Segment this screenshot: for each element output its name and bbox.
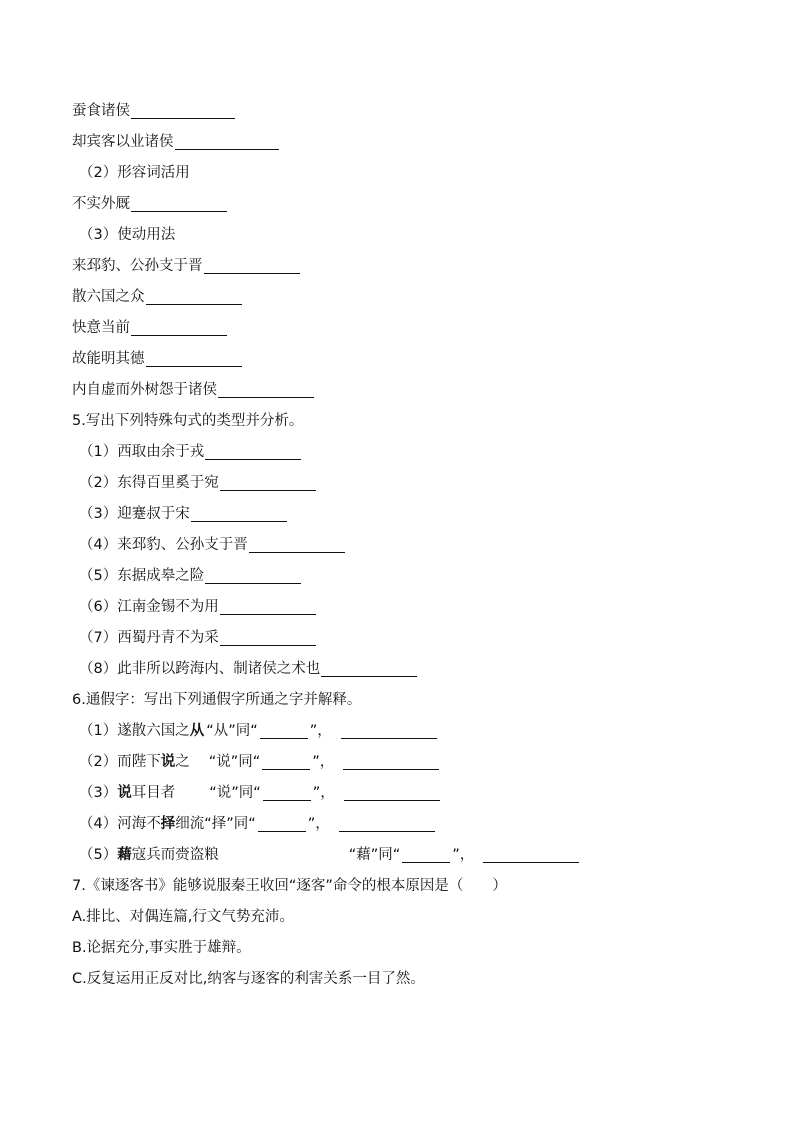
key-char: 说 xyxy=(160,754,176,770)
answer-blank[interactable] xyxy=(191,507,287,522)
item-line xyxy=(72,96,732,127)
item-text: （5）东据成皋之险 xyxy=(79,568,205,584)
question-title xyxy=(72,406,732,437)
item-line xyxy=(72,592,732,623)
answer-blank[interactable] xyxy=(220,631,316,646)
answer-blank[interactable] xyxy=(258,817,306,832)
question-6-title: 6.通假字：写出下列通假字所通之字并解释。 xyxy=(72,692,362,708)
item-text: 遂散六国之 xyxy=(117,723,190,739)
quote-text: “藉”同“ xyxy=(348,847,401,863)
item-text: （7）西蜀丹青不为采 xyxy=(79,630,219,646)
item-line xyxy=(72,623,732,654)
item-line xyxy=(72,189,732,220)
item-text: （2）东得百里奚于宛 xyxy=(79,475,219,491)
answer-blank[interactable] xyxy=(218,383,314,398)
item-text: 寇兵而赍盗粮 xyxy=(131,847,219,863)
item-text: 散六国之众 xyxy=(72,289,145,305)
section-heading xyxy=(72,220,732,251)
quote-text: “择”同“ xyxy=(204,816,256,832)
option-b[interactable]: B.论据充分,事实胜于雄辩。 xyxy=(72,940,251,956)
answer-blank[interactable] xyxy=(260,724,308,739)
item-text: （8）此非所以跨海内、制诸侯之术也 xyxy=(79,661,321,677)
item-text: 内自虚而外树怨于诸侯 xyxy=(72,382,217,398)
item-line xyxy=(72,778,732,809)
item-line xyxy=(72,375,732,406)
item-text: 来邳豹、公孙支于晋 xyxy=(72,258,203,274)
answer-blank[interactable] xyxy=(483,848,579,863)
item-line xyxy=(72,468,732,499)
item-num: （4） xyxy=(79,816,118,832)
key-char: 择 xyxy=(160,816,176,832)
answer-blank[interactable] xyxy=(205,445,301,460)
item-text: 耳目者 xyxy=(131,785,176,801)
answer-blank[interactable] xyxy=(131,104,235,119)
answer-blank[interactable] xyxy=(220,600,316,615)
item-num: （5） xyxy=(79,847,118,863)
answer-blank[interactable] xyxy=(249,538,345,553)
answer-blank[interactable] xyxy=(343,755,439,770)
answer-blank[interactable] xyxy=(220,476,316,491)
item-line xyxy=(72,654,732,685)
item-num: （3） xyxy=(79,785,118,801)
section-heading xyxy=(72,158,732,189)
question-7-title: 7.《谏逐客书》能够说服秦王收回“逐客”命令的根本原因是（ ） xyxy=(72,878,507,894)
item-text: 故能明其德 xyxy=(72,351,145,367)
answer-blank[interactable] xyxy=(321,662,417,677)
answer-blank[interactable] xyxy=(341,724,437,739)
key-char: 从 xyxy=(189,723,205,739)
item-line xyxy=(72,747,732,778)
item-line xyxy=(72,561,732,592)
option-line[interactable] xyxy=(72,964,732,995)
item-line xyxy=(72,809,732,840)
item-line xyxy=(72,127,732,158)
key-char: 说 xyxy=(117,785,132,801)
item-line xyxy=(72,313,732,344)
quote-end: ”， xyxy=(312,754,335,770)
quote-text: “说”同“ xyxy=(209,785,261,801)
item-num: （1） xyxy=(79,723,118,739)
quote-end: ”， xyxy=(307,816,330,832)
item-text: 细流 xyxy=(175,816,205,832)
section-heading-text: （2）形容词活用 xyxy=(79,165,190,181)
item-text: （1）西取由余于戎 xyxy=(79,444,205,460)
item-text: （6）江南金锡不为用 xyxy=(79,599,219,615)
item-text: 而陛下 xyxy=(117,754,161,770)
item-text: 河海不 xyxy=(117,816,161,832)
answer-blank[interactable] xyxy=(263,786,311,801)
answer-blank[interactable] xyxy=(146,290,242,305)
answer-blank[interactable] xyxy=(262,755,310,770)
item-line xyxy=(72,251,732,282)
option-a[interactable]: A.排比、对偶连篇,行文气势充沛。 xyxy=(72,909,294,925)
question-title xyxy=(72,685,732,716)
worksheet-page xyxy=(72,96,732,995)
answer-blank[interactable] xyxy=(131,197,227,212)
item-line xyxy=(72,530,732,561)
quote-text: “从”同“ xyxy=(206,723,258,739)
answer-blank[interactable] xyxy=(146,352,242,367)
option-line[interactable] xyxy=(72,902,732,933)
option-line[interactable] xyxy=(72,933,732,964)
question-5-title: 5.写出下列特殊句式的类型并分析。 xyxy=(72,413,304,429)
item-text: 却宾客以业诸侯 xyxy=(72,134,174,150)
item-line xyxy=(72,282,732,313)
item-line xyxy=(72,499,732,530)
option-c[interactable]: C.反复运用正反对比,纳客与逐客的利害关系一目了然。 xyxy=(72,971,425,987)
item-line xyxy=(72,344,732,375)
quote-end: ”， xyxy=(312,785,335,801)
answer-blank[interactable] xyxy=(402,848,450,863)
answer-blank[interactable] xyxy=(131,321,227,336)
question-title xyxy=(72,871,732,902)
item-text: （4）来邳豹、公孙支于晋 xyxy=(79,537,248,553)
answer-blank[interactable] xyxy=(205,569,301,584)
key-char: 藉 xyxy=(117,847,132,863)
quote-end: ”， xyxy=(452,847,475,863)
item-line xyxy=(72,437,732,468)
item-line xyxy=(72,840,732,871)
quote-end: ”， xyxy=(309,723,332,739)
item-text: 不实外厩 xyxy=(72,196,130,212)
answer-blank[interactable] xyxy=(175,135,279,150)
item-text: 蚕食诸侯 xyxy=(72,103,130,119)
section-heading-text: （3）使动用法 xyxy=(79,227,176,243)
item-num: （2） xyxy=(79,754,118,770)
item-text: 快意当前 xyxy=(72,320,130,336)
answer-blank[interactable] xyxy=(344,786,440,801)
item-text: 之 xyxy=(175,754,190,770)
answer-blank[interactable] xyxy=(204,259,300,274)
answer-blank[interactable] xyxy=(339,817,435,832)
item-line xyxy=(72,716,732,747)
item-text: （3）迎蹇叔于宋 xyxy=(79,506,190,522)
quote-text: “说”同“ xyxy=(208,754,261,770)
